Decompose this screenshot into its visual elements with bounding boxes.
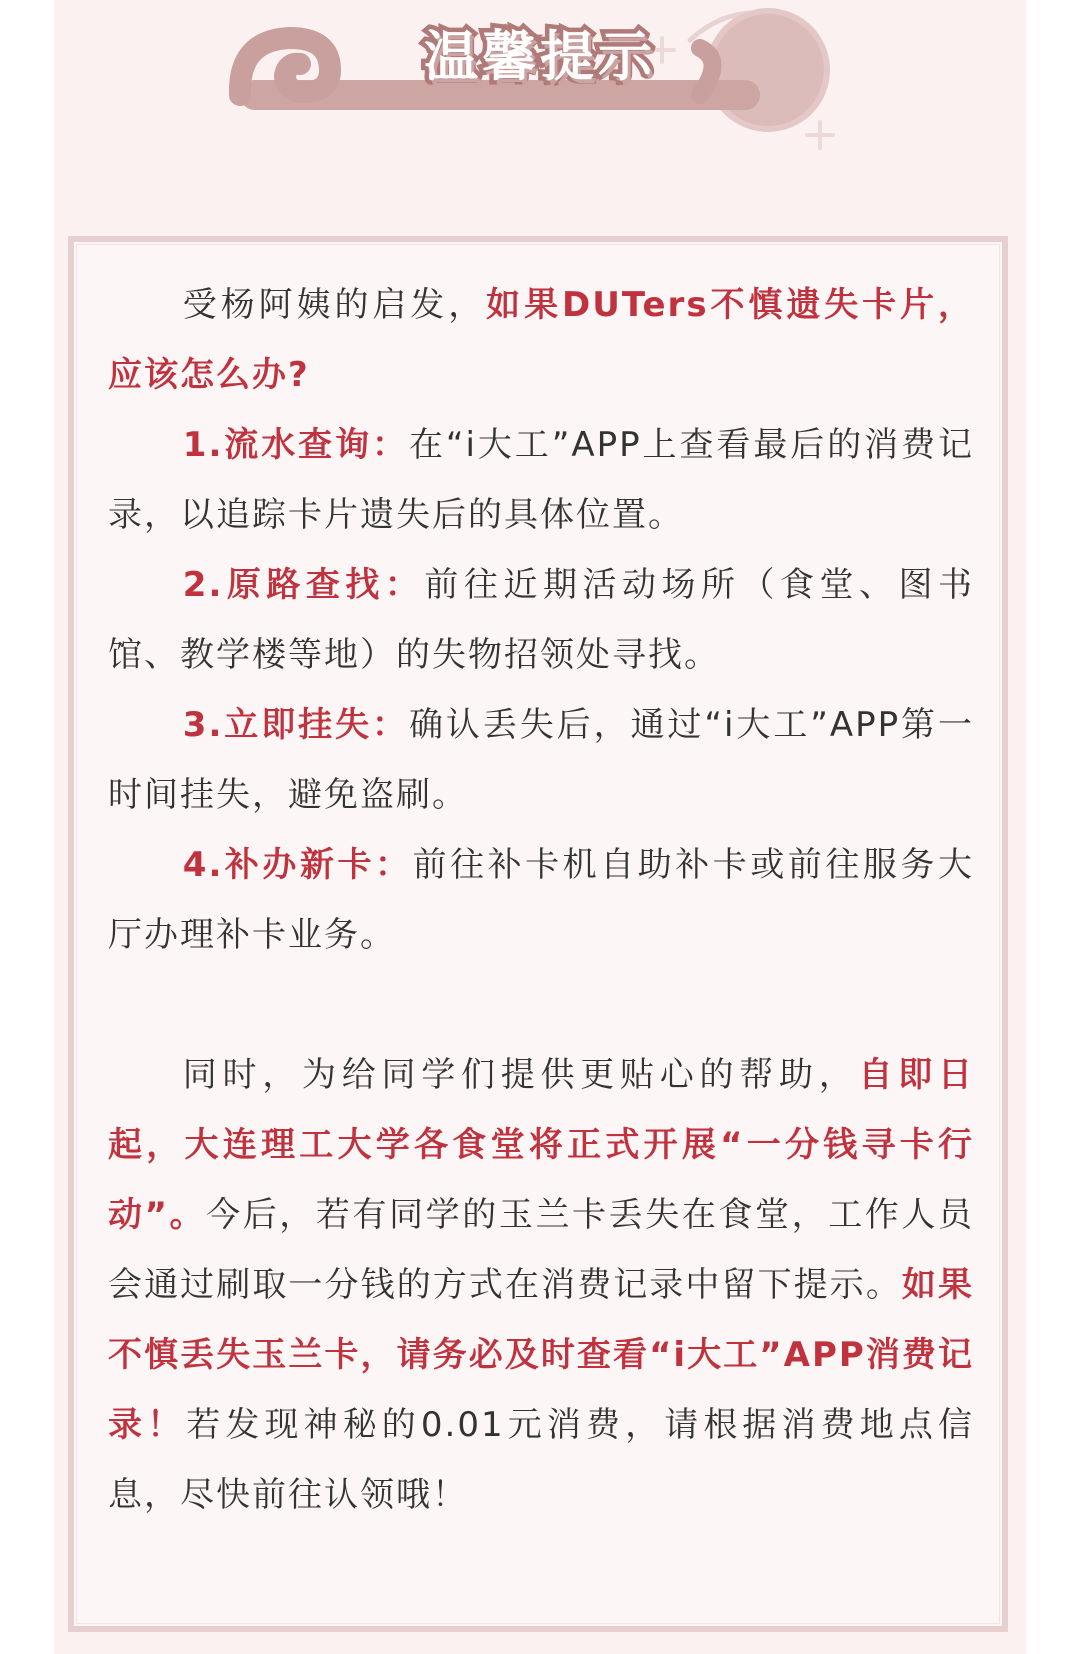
step-2-label: 2.原路查找：	[182, 565, 425, 605]
notice-part-4: 如果不慎丢失玉兰卡，请务必及时查看“i大工”APP消费记录！	[108, 1265, 975, 1445]
step-3-text: 确认丢失后，通过“i大工”APP第一时间挂失，避免盗刷。	[108, 705, 974, 815]
notice-part-3: 今后，若有同学的玉兰卡丢失在食堂，工作人员会通过刷取一分钱的方式在消费记录中留下提示。	[108, 1195, 974, 1305]
header-title: 温馨提示	[424, 25, 656, 88]
step-1-text: 在“i大工”APP上查看最后的消费记录，以追踪卡片遗失后的具体位置。	[108, 425, 974, 535]
notice-part-2: 自即日起，大连理工大学各食堂将正式开展“一分钱寻卡行动”。	[108, 1055, 975, 1235]
notice-part-1: 同时，为给同学们提供更贴心的帮助，	[182, 1055, 859, 1095]
step-2-text: 前往近期活动场所（食堂、图书馆、教学楼等地）的失物招领处寻找。	[108, 565, 975, 675]
step-1	[108, 410, 974, 550]
step-2	[108, 550, 974, 690]
paragraph-spacer	[108, 970, 974, 1040]
tips-content-box	[68, 236, 1008, 1632]
intro-paragraph	[108, 270, 974, 410]
page-margin-left	[0, 0, 54, 1654]
step-4-text: 前往补卡机自助补卡或前往服务大厅办理补卡业务。	[108, 845, 974, 955]
page-margin-right	[1026, 0, 1080, 1654]
step-4	[108, 830, 974, 970]
intro-question: 如果DUTers不慎遗失卡片，应该怎么办?	[108, 285, 974, 395]
tips-text	[108, 270, 974, 1530]
notice-paragraph	[108, 1040, 974, 1530]
step-4-label: 4.补办新卡：	[182, 845, 413, 885]
step-3	[108, 690, 974, 830]
notice-part-5: 若发现神秘的0.01元消费，请根据消费地点信息，尽快前往认领哦！	[108, 1405, 975, 1515]
intro-lead: 受杨阿姨的启发，	[182, 285, 487, 325]
header-banner	[0, 0, 1080, 220]
step-3-label: 3.立即挂失：	[182, 705, 409, 745]
step-1-label: 1.流水查询：	[182, 425, 409, 465]
